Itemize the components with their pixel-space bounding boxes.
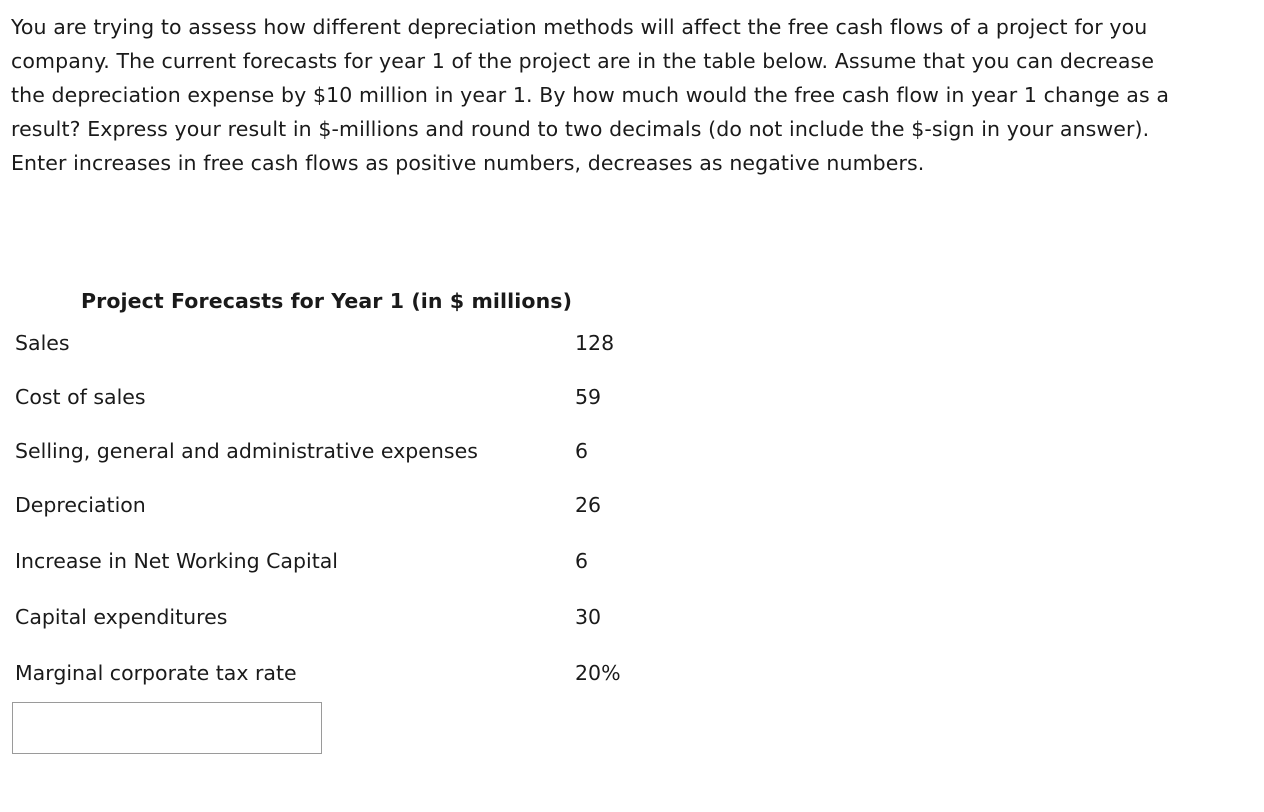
row-label: Cost of sales [15, 385, 146, 409]
row-value: 6 [575, 439, 589, 463]
row-label: Marginal corporate tax rate [15, 661, 297, 685]
table-row-sga [15, 434, 715, 468]
row-value: 30 [575, 605, 602, 629]
question-line: Enter increases in free cash flows as positive numbers, decreases as negative numbers. [11, 151, 925, 175]
table-row-depreciation [15, 488, 715, 522]
row-label: Capital expenditures [15, 605, 228, 629]
table-row-tax-rate [15, 656, 715, 690]
row-value: 26 [575, 493, 602, 517]
question-line: company. The current forecasts for year 1 of the project are in the table below. Assume that you can decrease [11, 49, 1155, 73]
table-row-cost-of-sales [15, 380, 715, 414]
row-label: Selling, general and administrative expenses [15, 439, 478, 463]
table-row-capex [15, 600, 715, 634]
row-value: 6 [575, 549, 589, 573]
question-text [11, 10, 1251, 180]
question-line: the depreciation expense by $10 million in year 1. By how much would the free cash flow in year 1 change as a [11, 83, 1169, 107]
row-label: Increase in Net Working Capital [15, 549, 338, 573]
table-title: Project Forecasts for Year 1 (in $ millions) [81, 289, 573, 313]
row-value: 20% [575, 661, 621, 685]
row-label: Depreciation [15, 493, 146, 517]
row-label: Sales [15, 331, 70, 355]
row-value: 128 [575, 331, 615, 355]
table-row-sales [15, 326, 715, 360]
answer-input[interactable] [12, 702, 322, 754]
question-line: result? Express your result in $-millions and round to two decimals (do not include the $-sign in your answer). [11, 117, 1150, 141]
row-value: 59 [575, 385, 602, 409]
table-row-nwc [15, 544, 715, 578]
question-line: You are trying to assess how different depreciation methods will affect the free cash flows of a project for you [11, 15, 1148, 39]
